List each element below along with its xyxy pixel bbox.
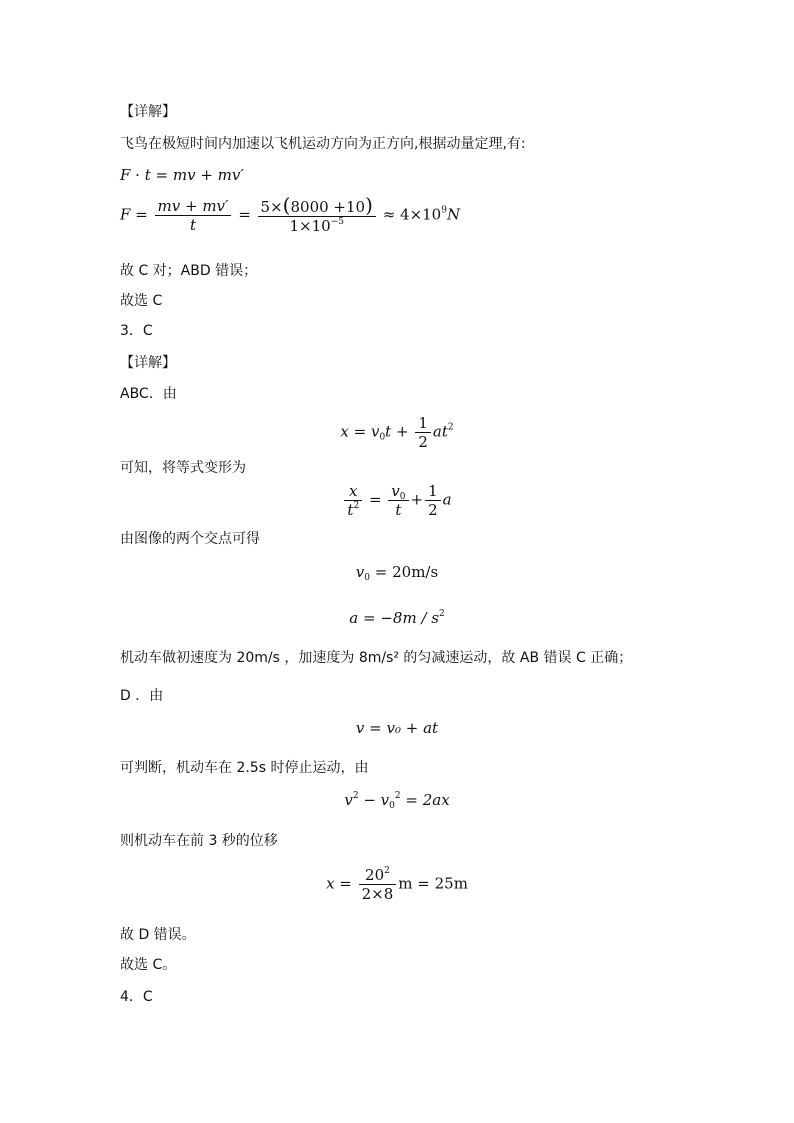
equation-velocity: v = v₀ + at (355, 719, 439, 737)
q2-conclusion: 故 C 对；ABD 错误； (120, 263, 258, 279)
q3-answer: 故选 C。 (120, 957, 177, 973)
heading-detail-q3: 【详解】 (120, 355, 176, 371)
q3-judge-text: 可判断，机动车在 2.5s 时停止运动，由 (120, 760, 369, 776)
heading-detail-q2: 【详解】 (120, 104, 176, 120)
equation-v0-result: $v_0 = 20m/s$ (355, 563, 439, 583)
q3-d-intro: D ．由 (120, 688, 164, 704)
q3-transform-text: 可知，将等式变形为 (120, 460, 246, 476)
equation-force: F = $\frac{mv + mv'}{t}$ = $\frac{5\times(8000 +10)}{1\times 10^{-5}}$ ≈ $4\times 10^9N$ (120, 193, 461, 235)
q3-number: 3．C (120, 323, 153, 339)
q3-displacement-intro: 则机动车在前 3 秒的位移 (120, 833, 278, 849)
equation-displacement-result: x = $\frac{20^2}{2\times 8}$ m = 25m (326, 866, 468, 903)
equation-a-result: $a = -8m / s^2$ (349, 609, 445, 627)
equation-momentum: F · t = mv + mv′ (120, 166, 244, 184)
q2-intro-text: 飞鸟在极短时间内加速以飞机运动方向为正方向,根据动量定理,有: (120, 136, 526, 152)
q3-d-wrong: 故 D 错误。 (120, 927, 196, 943)
equation-v-squared: $v^2 - v_0^2 = 2ax$ (344, 791, 450, 811)
q2-answer: 故选 C (120, 293, 163, 309)
q4-number: 4．C (120, 989, 153, 1005)
q3-abc-intro: ABC．由 (120, 386, 177, 402)
equation-ratio: $\frac{x}{t^2}$ = $\frac{v_0}{t}$ + $\frac{1}{2}$ a (0, 482, 794, 519)
equation-displacement: $x = v_0t$ + $\frac{1}{2}$ $at^2$ (340, 414, 454, 451)
q3-intersection-text: 由图像的两个交点可得 (120, 531, 260, 547)
q3-motion-text: 机动车做初速度为 20m/s ，加速度为 8m/s² 的匀减速运动，故 AB 错误 C 正确； (120, 650, 633, 666)
